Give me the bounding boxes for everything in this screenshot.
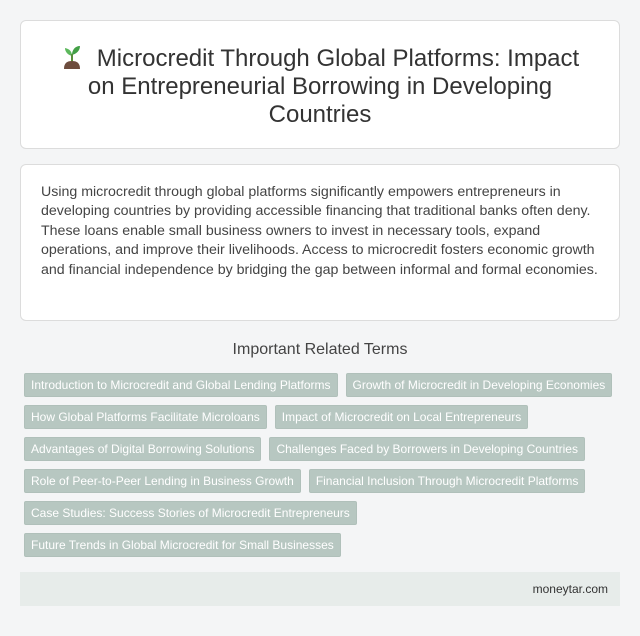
tag-row	[24, 405, 624, 429]
related-term-tag[interactable]: Challenges Faced by Borrowers in Developing Countries	[269, 437, 585, 461]
related-term-tag[interactable]: Future Trends in Global Microcredit for Small Businesses	[24, 533, 341, 557]
related-term-tag[interactable]: Advantages of Digital Borrowing Solutions	[24, 437, 261, 461]
page-title	[47, 43, 593, 129]
tag-row	[24, 437, 624, 461]
related-term-tag[interactable]: Case Studies: Success Stories of Microcredit Entrepreneurs	[24, 501, 357, 525]
related-terms-heading: Important Related Terms	[232, 341, 408, 358]
related-term-tag[interactable]: How Global Platforms Facilitate Microloans	[24, 405, 267, 429]
footer	[20, 572, 620, 606]
intro-paragraph: Using microcredit through global platforms significantly empowers entrepreneurs in developing countries by providing accessible financing that traditional banks often deny. These loans enable small business owners to invest in necessary tools, expand operations, and improve their livelihoods. Access to microcredit fosters economic growth and financial independence by bridging the gap between informal and formal economies.	[41, 184, 598, 278]
page-title-text: Microcredit Through Global Platforms: Impact on Entrepreneurial Borrowing in Developing Countries	[87, 45, 580, 128]
related-term-tag[interactable]: Introduction to Microcredit and Global Lending Platforms	[24, 373, 338, 397]
intro-card	[20, 164, 620, 321]
tag-row	[24, 373, 624, 397]
related-terms-list	[24, 373, 624, 565]
sprout-icon	[61, 43, 83, 69]
related-term-tag[interactable]: Impact of Microcredit on Local Entrepreneurs	[275, 405, 528, 429]
tag-row	[24, 501, 624, 525]
title-card	[20, 20, 620, 149]
related-term-tag[interactable]: Growth of Microcredit in Developing Economies	[346, 373, 613, 397]
related-term-tag[interactable]: Financial Inclusion Through Microcredit Platforms	[309, 469, 586, 493]
tag-row	[24, 533, 624, 557]
footer-site-link[interactable]: moneytar.com	[532, 582, 608, 596]
related-term-tag[interactable]: Role of Peer-to-Peer Lending in Business Growth	[24, 469, 301, 493]
tag-row	[24, 469, 624, 493]
